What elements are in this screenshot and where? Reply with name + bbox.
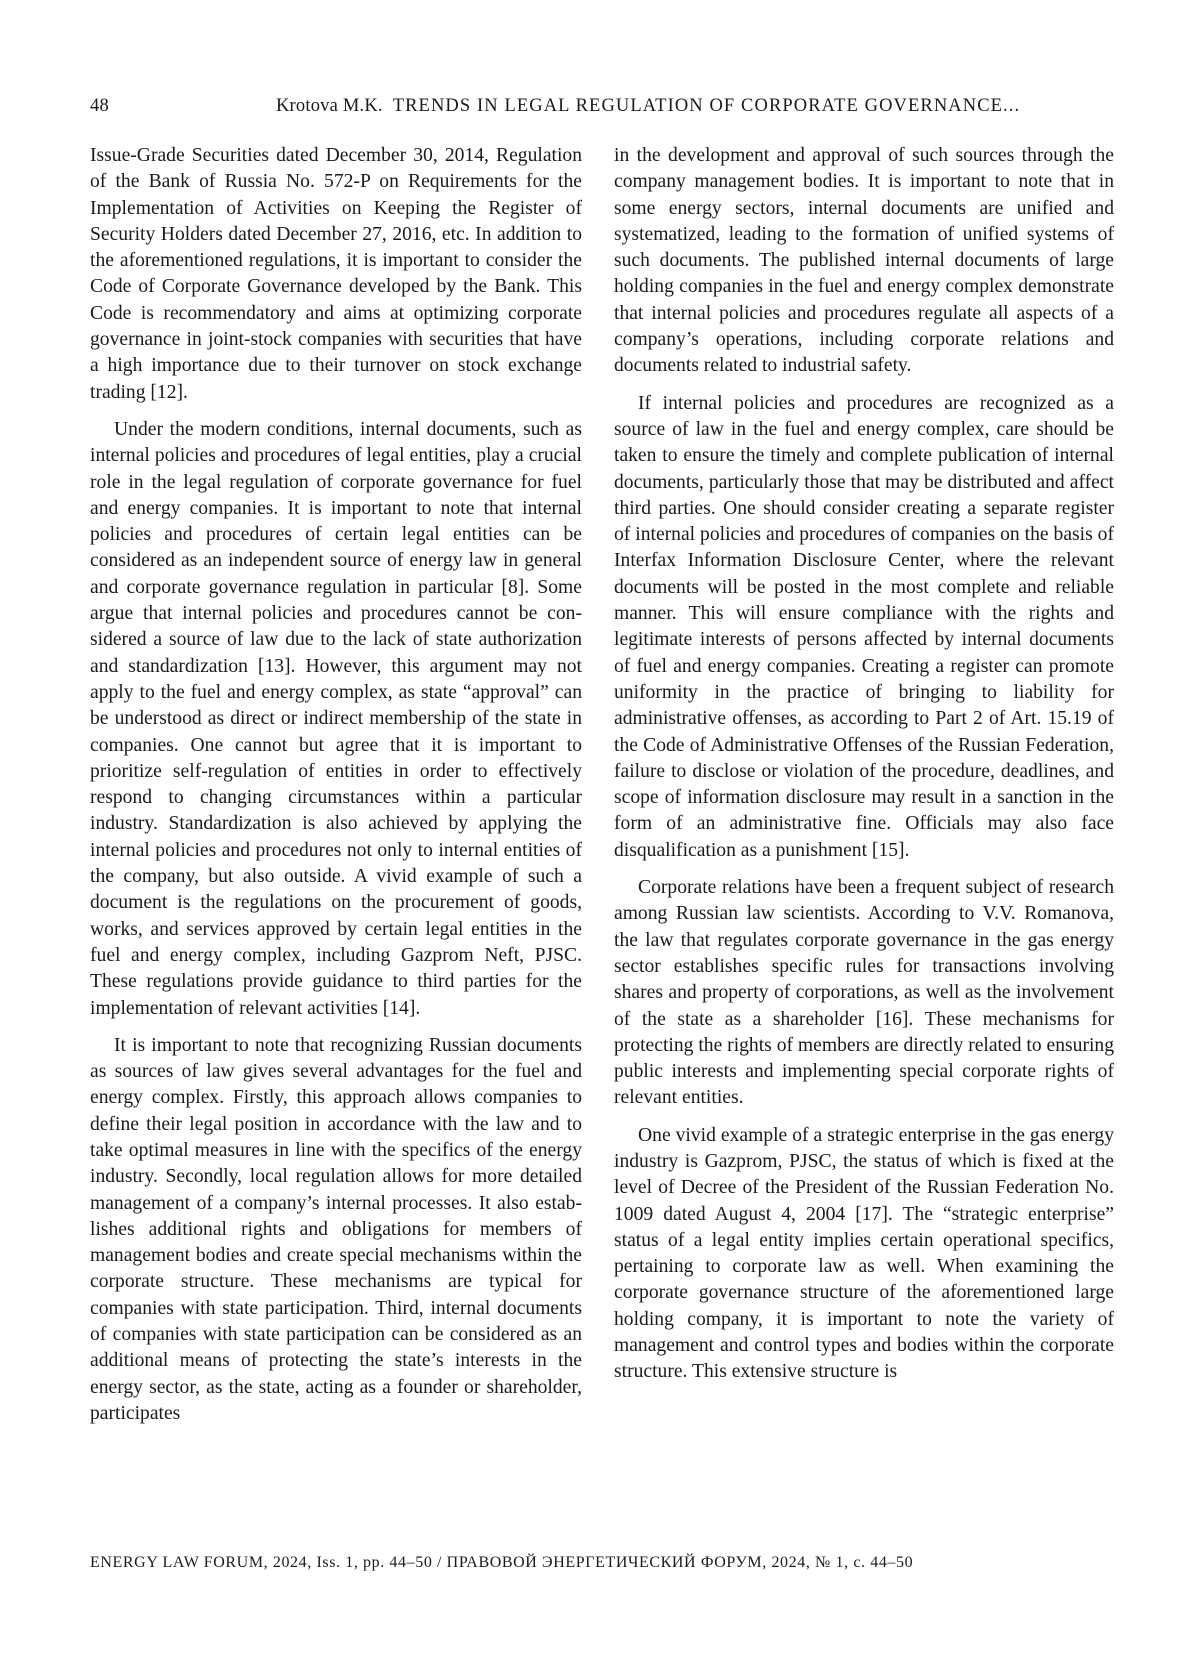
page-number: 48	[90, 96, 109, 116]
left-column	[90, 143, 582, 1427]
author-name: Krotova M.K.	[276, 96, 383, 116]
running-head	[276, 96, 1020, 117]
journal-footer: ENERGY LAW FORUM, 2024, Iss. 1, pp. 44–50 / ПРАВОВОЙ ЭНЕРГЕТИЧЕСКИЙ ФОРУМ, 2024, № 1, с. 44–50	[90, 1554, 914, 1571]
article-title: TRENDS IN LEGAL REGULATION OF CORPORATE GOVERNANCE...	[392, 96, 1021, 116]
paragraph: It is important to note that recognizing Russian documents as sources of law gives several advantages for the fuel and energy complex. Firstly, this approach allows companies to define their legal position in accordance with the law and to take optimal measures in line with the specifics of the energy industry. Secondly, local regulation allows for more detailed management of a company’s internal processes. It also establishes additional rights and obligations for members of management bodies and create special mechanisms within the corporate structure. These mechanisms are typical for companies with state participation. Third, internal documents of companies with state participation can be considered as an additional means of protecting the state’s interests in the energy sector, as the state, acting as a founder or shareholder, participates	[90, 1034, 582, 1424]
paragraph: Corporate relations have been a frequent subject of research among Russian law scientists. According to V.V. Romanova, the law that regulates corporate governance in the gas energy sector establishes specific rules for transactions involving shares and property of corporations, as well as the involvement of the state as a shareholder [16]. These mechanisms for protecting the rights of members are directly related to ensuring public interests and implementing special corporate rights of relevant entities.	[614, 877, 1115, 1109]
running-header	[90, 96, 1114, 120]
paragraph: If internal policies and procedures are recognized as a source of law in the fuel and energy complex, care should be taken to ensure the timely and complete publication of internal documents, particularly those that may be distributed and affect third parties. One should consider creating a separate register of internal policies and procedures of companies on the basis of Interfax Information Disclosure Center, where the relevant documents will be posted in the most complete and reliable manner. This will ensure compliance with the rights and legitimate interests of persons affected by internal documents of fuel and energy companies. Creating a register can promote uniformity in the practice of bringing to liability for administrative offenses, as according to Part 2 of Art. 15.19 of the Code of Administrative Offenses of the Russian Federation, failure to disclose or violation of the procedure, deadlines, and scope of information disclosure may result in a sanction in the form of an administrative fine. Officials may also face disqualification as a punishment [15].	[614, 392, 1114, 861]
right-column	[614, 143, 1114, 1386]
paragraph: in the development and approval of such sources through the company management bodies. It is important to note that in some energy sectors, internal documents are unified and systematized, leading to the formation of unified systems of such documents. The published internal documents of large holding companies in the fuel and energy complex demonstrate that internal policies and procedures regulate all aspects of a company’s operations, including corporate relations and documents related to industrial safety.	[614, 145, 1114, 377]
paragraph: Issue-Grade Securities dated December 30, 2014, Regulation of the Bank of Russia No. 572-P on Requirements for the Implementation of Activities on Keeping the Register of Security Holders dated December 27, 2016, etc. In addition to the aforementioned regulations, it is important to consider the Code of Corporate Governance developed by the Bank. This Code is recommendatory and aims at optimizing corporate governance in joint-stock companies with securities that have a high importance due to their turnover on stock exchange trading [12].	[90, 145, 582, 403]
paragraph: One vivid example of a strategic enterprise in the gas energy industry is Gazprom, PJSC, the status of which is fixed at the level of Decree of the President of the Russian Federation No. 1009 dated August 4, 2004 [17]. The “strategic enterprise” status of a legal entity implies certain operational specifics, pertaining to corporate law as well. When examining the corporate governance structure of the aforementioned large holding company, it is important to note the variety of management and control types and bodies within the corporate structure. This extensive structure is	[614, 1124, 1114, 1383]
paragraph: Under the modern conditions, internal documents, such as internal policies and procedures of legal entities, play a crucial role in the legal regulation of corporate governance for fuel and energy companies. It is important to note that internal policies and procedures of certain legal entities can be considered as an independent source of energy law in general and corporate governance regulation in particular [8]. Some argue that internal policies and procedures cannot be considered a source of law due to the lack of state authorization and standardization [13]. However, this argument may not apply to the fuel and energy complex, as state “approval” can be understood as direct or indirect membership of the state in companies. One cannot but agree that it is important to prioritize self-regulation of entities in order to effectively respond to changing circumstances within a particular industry. Standardization is also achieved by applying the internal policies and procedures not only to internal entities of the company, but also outside. A vivid example of such a document is the regulations on the procurement of goods, works, and services approved by certain legal entities in the fuel and energy complex, including Gazprom Neft, PJSC. These regulations provide guidance to third parties for the implementation of relevant activities [14].	[90, 418, 582, 1019]
